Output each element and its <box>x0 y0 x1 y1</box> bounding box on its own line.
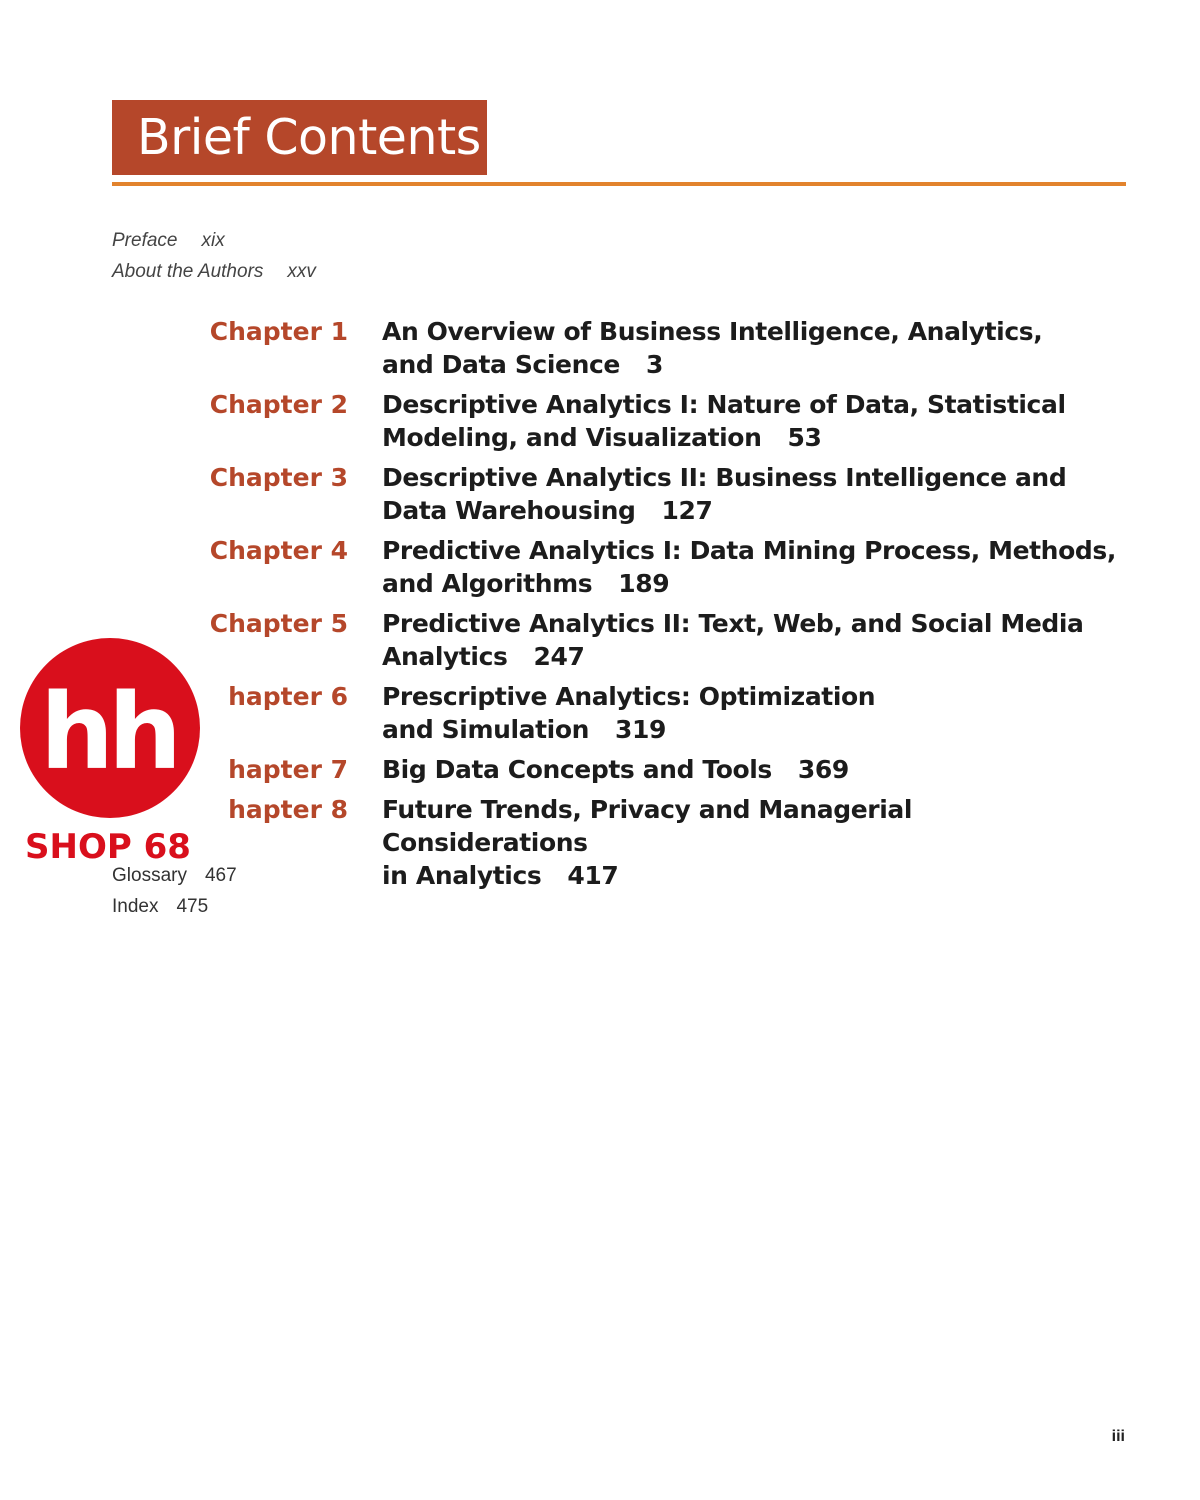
front-matter-page: xix <box>201 230 225 251</box>
chapter-label: Chapter 2 <box>209 390 348 419</box>
chapter-label: Chapter 1 <box>209 317 348 346</box>
chapter-title: An Overview of Business Intelligence, Analytics, and Data Science 3 <box>382 317 1043 379</box>
chapter-page: 319 <box>615 715 667 744</box>
chapter-label: Chapter 3 <box>209 463 348 492</box>
chapter-title: Descriptive Analytics II: Business Intelligence and Data Warehousing 127 <box>382 463 1067 525</box>
back-matter-index[interactable] <box>112 896 208 918</box>
back-matter-label: Glossary <box>112 865 187 886</box>
title-rule <box>112 182 1126 186</box>
chapter-title: Prescriptive Analytics: Optimization and Simulation 319 <box>382 682 876 744</box>
page-title: Brief Contents <box>112 100 487 175</box>
chapter-label: Chapter 5 <box>209 609 348 638</box>
chapter-label: Chapter 4 <box>209 536 348 565</box>
back-matter-page: 475 <box>176 896 209 917</box>
chapter-label: hapter 7 <box>228 755 348 784</box>
back-matter-page: 467 <box>204 865 237 886</box>
front-matter-label: Preface <box>112 230 178 251</box>
chapter-title: Predictive Analytics I: Data Mining Process, Methods, and Algorithms 189 <box>382 536 1116 598</box>
chapter-title: Descriptive Analytics I: Nature of Data, Statistical Modeling, and Visualization 53 <box>382 390 1066 452</box>
chapter-title: Big Data Concepts and Tools 369 <box>382 755 849 784</box>
chapter-page: 247 <box>533 642 585 671</box>
chapter-title: Predictive Analytics II: Text, Web, and Social Media Analytics 247 <box>382 609 1084 671</box>
page-number: iii <box>1111 1428 1125 1445</box>
chapter-label: hapter 6 <box>228 682 348 711</box>
chapter-label: hapter 8 <box>228 795 348 824</box>
logo-caption: SHOP 68 <box>25 827 191 863</box>
chapter-page: 417 <box>567 861 619 890</box>
chapter-page: 189 <box>618 569 670 598</box>
front-matter-label: About the Authors <box>112 261 264 282</box>
logo-mark: hh <box>39 671 177 793</box>
shop-logo <box>20 638 200 863</box>
chapter-title: Future Trends, Privacy and Managerial Considerations in Analytics 417 <box>382 795 913 890</box>
back-matter-label: Index <box>112 896 159 917</box>
chapter-page: 3 <box>645 350 663 379</box>
chapter-page: 127 <box>661 496 713 525</box>
chapter-page: 369 <box>797 755 849 784</box>
chapter-page: 53 <box>787 423 822 452</box>
front-matter-preface[interactable] <box>112 230 225 252</box>
front-matter-page: xxv <box>287 261 316 282</box>
back-matter-glossary[interactable] <box>112 865 237 887</box>
front-matter-about-authors[interactable] <box>112 261 316 283</box>
